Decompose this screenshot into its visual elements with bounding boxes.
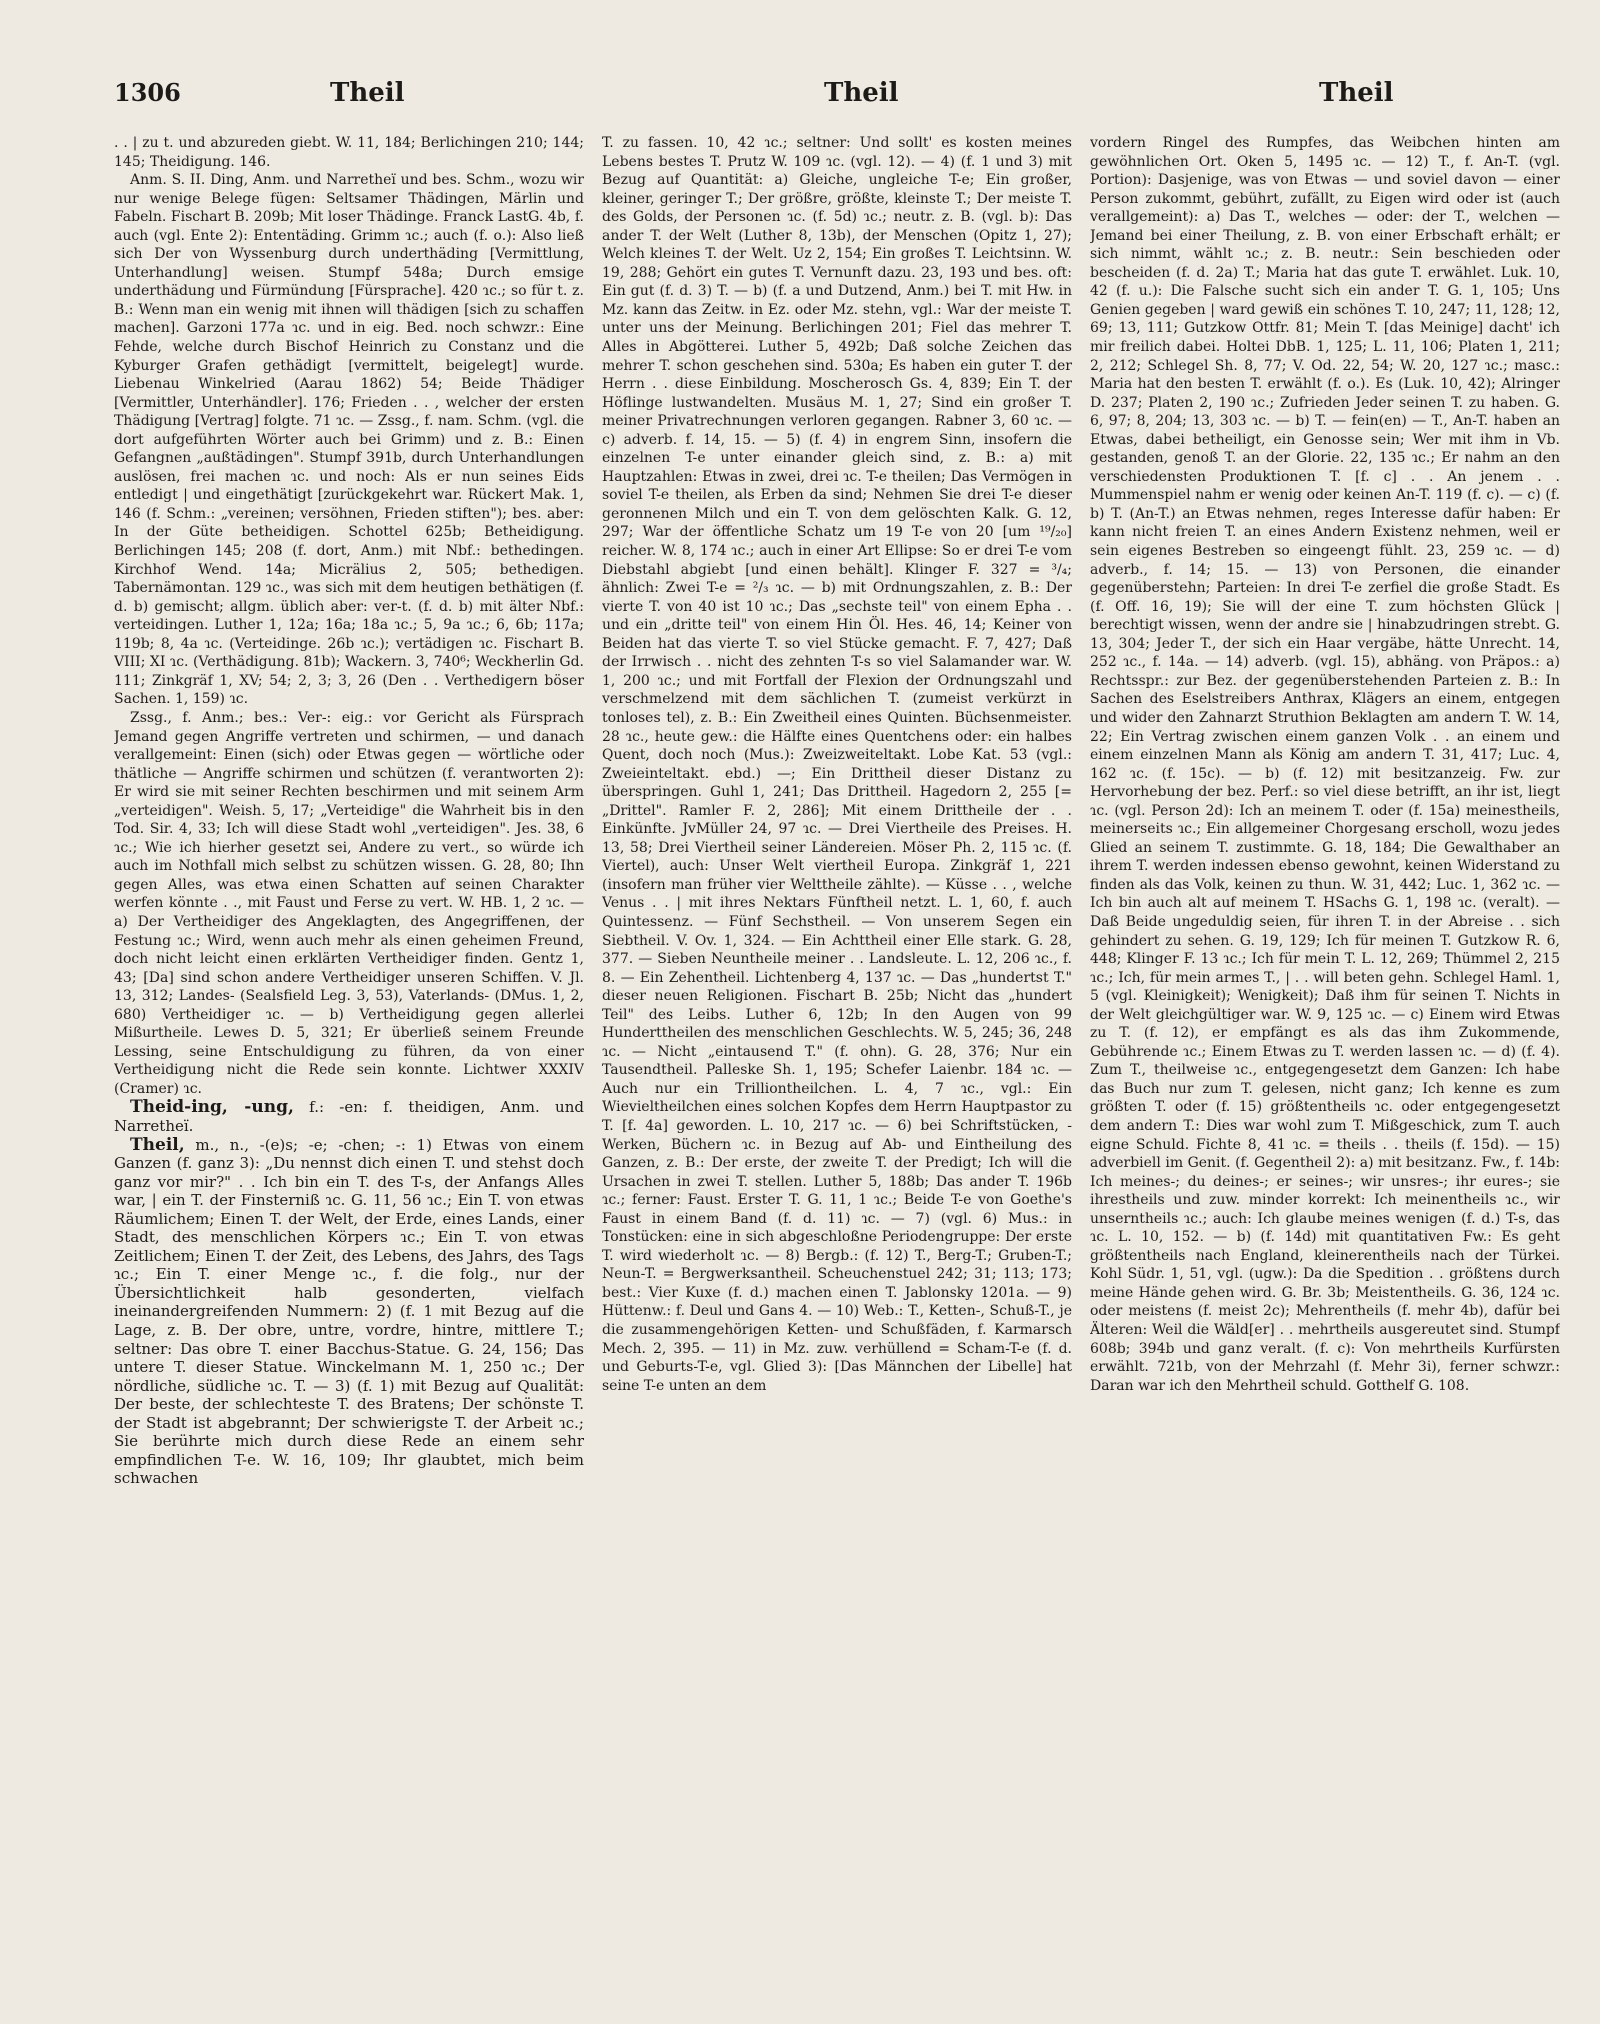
column-right (1090, 134, 1560, 1994)
paragraph-anm: Anm. S. II. Ding, Anm. und Narretheï und bes. Schm., wozu wir nur wenige Belege fügen: Seltsamer Thädingen, Märlin und Fabeln. Fischart B. 209b; Mit loser Thädinge. Franck LastG. 4b, f. auch (vgl. Ente 2): Ententäding. Grimm ɿc.; auch (f. o.): Also ließ sich Der von Wyssenburg durch underthäding [Vermittlung, Unterhandlung] weisen. Stumpf 548a; Durch emsige underthädung und Fürmündung [Fürsprache]. 420 ɿc.; so für t. z. B.: Wenn man ein wenig mit ihnen will thädigen [sich zu schaffen machen]. Garzoni 177a ɿc. und in eig. Bed. noch schwzr.: Eine Fehde, welche durch Bischof Heinrich zu Constanz und die Kyburger Grafen gethädigt [vermittelt, beigelegt] wurde. Liebenau Winkelried (Aarau 1862) 54; Beide Thädiger [Vermittler, Unterhändler]. 176; Frieden . . , welcher der ersten Thädigung [Vertrag] folgte. 71 ɿc. — Zssg., f. nam. Schm. (vgl. die dort aufgeführten Wörter auch bei Grimm) und z. B.: Einen Gefangnen „außtädingen". Stumpf 391b, durch Unterhandlungen auslösen, frei machen ɿc. und noch: Als er nun seines Eids entledigt | und eingethätigt [zurückgekehrt war. Rückert Mak. 1, 146 (f. Schm.: „vereinen; versöhnen, Frieden stiften"); bes. aber: In der Güte betheidigen. Schottel 625b; Betheidigung. Berlichingen 145; 208 (f. dort, Anm.) mit Nbf.: bethedingen. Kirchhof Wend. 14a; Micrälius 2, 505; bethedigen. Tabernämontan. 129 ɿc., was sich mit dem heutigen bethätigen (f. d. b) gemischt; allgm. üblich aber: ver-t. (f. d. b) mit älter Nbf.: verteidingen. Luther 1, 12a; 16a; 18a ɿc.; 5, 9a ɿc.; 6, 6b; 117a; 119b; 8, 4a ɿc. (Verteidinge. 26b ɿc.); vertädigen ɿc. Fischart B. VIII; XI ɿc. (Verthädigung. 81b); Wackern. 3, 740⁶; Weckherlin Gd. 111; Zinkgräf 1, XV; 54; 2, 3; 3, 26 (Den . . Verthedigern böser Sachen. 1, 159) ɿc. (114, 172, 584, 708)
entry-text: f.: -en: f. theidigen, Anm. und Narretheï. (114, 1098, 584, 1135)
paragraph-zssg: Zssg., f. Anm.; bes.: Ver-: eig.: vor Gericht als Fürsprach Jemand gegen Angriffe vertreten und schirmen, — und danach verallgemeint: Einen (sich) oder Etwas gegen — wörtliche oder thätliche — Angriffe schirmen und schützen (f. verantworten 2): Er wird sie mit seiner Rechten beschirmen und mit seinem Arm „verteidigen". Weish. 5, 17; „Verteidige" die Wahrheit bis in den Tod. Sir. 4, 33; Ich will diese Stadt wohl „verteidigen". Jes. 38, 6 ɿc.; Wie ich hierher gesetzt sei, Andere zu vert., so würde ich auch im Nothfall mich selbst zu schützen wissen. G. 28, 80; Ihn gegen Alles, was etwa einen Schatten auf seinen Charakter werfen könnte . ., mit Faust und Ferse zu vert. W. HB. 1, 2 ɿc. — a) Der Vertheidiger des Angeklagten, des Angegriffenen, der Festung ɿc.; Wird, wenn auch mehr als einen geheimen Freund, doch nicht leicht einen erklärten Vertheidiger finden. Gentz 1, 43; [Da] sind schon andere Vertheidiger unseren Schiffen. V. Jl. 13, 312; Landes- (Sealsfield Leg. 3, 53), Vaterlands- (DMus. 1, 2, 680) Vertheidiger ɿc. — b) Vertheidigung gegen allerlei Mißurtheile. Lewes D. 5, 321; Er überließ seinem Freunde Lessing, seine Entschuldigung zu führen, da von einer Vertheidigung nicht die Rede sein konnte. Lichtwer XXXIV (Cramer) ɿc. (114, 709, 584, 1097)
running-headword-center: Theil (824, 78, 899, 108)
running-headword-left: Theil (330, 78, 405, 108)
entry-headword: Theid-ing, -ung, (130, 1097, 294, 1118)
running-headword-right: Theil (1319, 78, 1394, 108)
entry-theiding (114, 1098, 584, 1135)
page-number: 1306 (114, 78, 181, 107)
paragraph: T. zu fassen. 10, 42 ɿc.; seltner: Und sollt' es kosten meines Lebens bestes T. Prutz W. 109 ɿc. (vgl. 12). — 4) (f. 1 und 3) mit Bezug auf Quantität: a) Gleiche, ungleiche T-e; Ein großer, kleiner, geringer T.; Der größre, größte, kleinste T.; Der meiste T. des Golds, der Personen ɿc. (f. 5d) ɿc.; neutr. z. B. (vgl. b): Das ander T. der Welt (Luther 8, 13b), der Menschen (Opitz 1, 27); Welch kleines T. der Welt. Uz 2, 154; Ein großes T. Leichtsinn. W. 19, 288; Gehört ein gutes T. Vernunft dazu. 23, 193 und bes. oft: Ein gut (f. d. 3) T. — b) (f. a und Dutzend, Anm.) bei T. mit Hw. in Mz. kann das Zeitw. in Ez. oder Mz. stehn, vgl.: War der meiste T. unter uns der Meinung. Berlichingen 201; Fiel das mehrer T. Alles in Abgötterei. Luther 5, 492b; Daß solche Zeichen das mehrer T. schon geschehen sind. 530a; Es haben ein guter T. der Herrn . . diese Einbildung. Moscherosch Gs. 4, 839; Ein T. der Höflinge lustwandelten. Musäus M. 1, 27; Sind ein großer T. meiner Privatrechnungen verloren gegangen. Rabner 3, 60 ɿc. — c) adverb. f. 14, 15. — 5) (f. 4) in engrem Sinn, insofern die einzelnen T-e unter einander gleich sind, z. B.: a) mit Hauptzahlen: Etwas in zwei, drei ɿc. T-e theilen; Das Vermögen in soviel T-e theilen, als Erben da sind; Nehmen Sie drei T-e dieser geronnenen Milch und ein T. von dem gelöschten Kalk. G. 12, 297; War der öffentliche Schatz um 19 T-e von 20 [um ¹⁹/₂₀] reicher. W. 8, 174 ɿc.; auch in einer Art Ellipse: So er drei T-e vom Diebstahl abgiebt [und einen behält]. Klinger F. 327 = ³/₄; ähnlich: Zwei T-e = ²/₃ ɿc. — b) mit Ordnungszahlen, z. B.: Der vierte T. von 40 ist 10 ɿc.; Das „sechste teil" von einem Epha . . und ein „dritte teil" von einem Hin Öl. Hes. 46, 14; Keiner von Beiden hat das vierte T. so viel Stücke gemacht. F. 7, 427; Daß der Irrwisch . . nicht des zehnten T-s so viel Salamander war. W. 1, 200 ɿc.; und mit Fortfall der Flexion der Ordnungszahl und verschmelzend mit dem sächlichen T. (zumeist verkürzt in tonloses tel), z. B.: Ein Zweitheil eines Quinten. Büchsenmeister. 28 ɿc., heute gew.: die Hälfte eines Quentchens oder: ein halbes Quent, doch noch (Mus.): Zweizweiteltakt. Lobe Kat. 53 (vgl.: Zweieinteltakt. ebd.) —; Ein Drittheil dieser Distanz zu überspringen. Guhl 1, 241; Das Drittheil. Hagedorn 2, 255 [= „Drittel". Ramler F. 2, 286]; Mit einem Drittheile der . . Einkünfte. JvMüller 24, 97 ɿc. — Drei Viertheile des Preises. H. 13, 58; Drei Viertheil seiner Ländereien. Möser Ph. 2, 115 ɿc. (f. Viertel), auch: Unser Welt viertheil Europa. Zinkgräf 1, 221 (insofern man früher vier Welttheile zählte). — Küsse . . , welche Venus . . | mit ihres Nektars Fünftheil netzt. L. 1, 60, f. auch Quintessenz. — Fünf Sechstheil. — Von unserem Segen ein Siebtheil. V. Ov. 1, 324. — Ein Achttheil einer Elle stark. G. 28, 377. — Sieben Neuntheile meiner . . Landsleute. L. 12, 206 ɿc., f. 8. — Ein Zehentheil. Lichtenberg 4, 137 ɿc. — Das „hundertst T." dieser neuen Religionen. Fischart B. 25b; Nicht das „hundert Teil" des Leibs. Luther 6, 12b; In den Augen von 99 Hunderttheilen des menschlichen Geschlechts. W. 5, 245; 36, 248 ɿc. — Nicht „eintausend T." (f. ohn). G. 28, 376; Nur ein Tausendtheil. Palleske Sh. 1, 195; Schefer Laienbr. 184 ɿc. — Auch nur ein Trilliontheilchen. L. 4, 7 ɿc., vgl.: Ein Wievieltheilchen eines solchen Kopfes dem Herrn Hauptpastor zu T. [f. 4a] geworden. L. 10, 217 ɿc. — 6) bei Schriftstücken, -Werken, Büchern ɿc. in Bezug auf Ab- und Eintheilung des Ganzen, z. B.: Der erste, der zweite T. der Predigt; Ich will die Ursachen in zwei T. stellen. Luther 5, 188b; Das ander T. 196b ɿc.; ferner: Faust. Erster T. G. 11, 1 ɿc.; Beide T-e von Goethe's Faust in einem Band (f. d. 11) ɿc. — 7) (vgl. 6) Mus.: in Tonstücken: eine in sich abgeschloßne Periodengruppe: Der erste T. wird wiederholt ɿc. — 8) Bergb.: (f. 12) T., Berg-T.; Gruben-T.; Neun-T. = Bergwerksantheil. Scheuchenstuel 242; 31; 113; 173; best.: Vier Kuxe (f. d.) machen einen T. Jablonsky 1201a. — 9) Hüttenw.: f. Deul und Gans 4. — 10) Web.: T., Ketten-, Schuß-T., je die zusammengehörigen Ketten- und Schußfäden, f. Karmarsch Mech. 2, 395. — 11) in Mz. zuw. verhüllend = Scham-T-e (f. d. und Geburts-T-e, vgl. Glied 3): [Das Männchen der Libelle] hat seine T-e unten an dem (602, 135, 1072, 1394)
entry-text: m., n., -(e)s; -e; -chen; -: 1) Etwas von einem Ganzen (f. ganz 3): „Du nennst dich einen T. und stehst doch ganz vor mir?" . . Ich bin ein T. des T-s, der Anfangs Alles war, | ein T. der Finsterniß ɿc. G. 11, 56 ɿc.; Ein T. von etwas Räumlichem; Einen T. der Welt, der Erde, eines Lands, einer Stadt, des menschlichen Körpers ɿc.; Ein T. von etwas Zeitlichem; Einen T. der Zeit, des Lebens, des Jahrs, des Tags ɿc.; Ein T. einer Menge ɿc., f. die folg., nur der Übersichtlichkeit halb gesonderten, vielfach ineinandergreifenden Nummern: 2) (f. 1 mit Bezug auf die Lage, z. B. Der obre, untre, vordre, hintre, mittlere T.; seltner: Das obre T. einer Bacchus-Statue. G. 24, 156; Das untere T. dieser Statue. Winckelmann M. 1, 250 ɿc.; Der nördliche, südliche ɿc. T. — 3) (f. 1) mit Bezug auf Qualität: Der beste, der schlechteste T. des Bratens; Der schönste T. der Stadt ist abgebrannt; Der schwierigste T. der Arbeit ɿc.; Sie berührte mich durch diese Rede an einem sehr empfindlichen T-e. W. 16, 109; Ihr glaubtet, mich beim schwachen (114, 1135, 584, 1488)
paragraph: vordern Ringel des Rumpfes, das Weibchen hinten am gewöhnlichen Ort. Oken 5, 1495 ɿc. — 12) T., f. An-T. (vgl. Portion): Dasjenige, was von Etwas — und soviel davon — einer Person zukommt, gebührt, zufällt, zu Eigen wird oder ist (auch verallgemeint): a) Das T., welches — oder: der T., welchen — Jemand bei einer Theilung, z. B. von einer Erbschaft erhält; er sich nimmt, wählt ɿc.; z. B. neutr.: Sein beschieden oder bescheiden (f. d. 2a) T.; Maria hat das gute T. erwählet. Luk. 10, 42 (f. u.): Die Falsche sucht sich ein ander T. G. 1, 105; Uns Genien gegeben | ward gewiß ein schönes T. 10, 247; 11, 128; 12, 69; 13, 111; Gutzkow Ottfr. 81; Mein T. [das Meinige] dacht' ich mir freilich dabei. Holtei DbB. 1, 125; L. 11, 106; Platen 1, 211; 2, 212; Schlegel Sh. 8, 77; V. Od. 22, 54; W. 20, 127 ɿc.; masc.: Maria hat den besten T. erwählt (f. o.). Es (Luk. 10, 42); Alringer D. 237; Platen 2, 190 ɿc.; Zufrieden Jeder seinen T. zu haben. G. 6, 97; 8, 204; 13, 303 ɿc. — b) T. — fein(en) — T., An-T. haben an Etwas, dabei betheiligt, ein Genosse sein; Wer mit ihm in Vb. gestanden, genoß T. an der Glorie. 22, 135 ɿc.; Er nahm an den verschiedensten Produktionen T. [f. c] . . An jenem . . Mummenspiel nahm er wenig oder keinen An-T. 119 (f. c). — c) (f. b) T. (An-T.) an Etwas nehmen, reges Interesse dafür haben: Er kann nicht freien T. an eines Andern Existenz nehmen, weil er sein eigenes Bestreben so eingeengt fühlt. 23, 259 ɿc. — d) adverb., f. 14; 15. — 13) von Personen, die einander gegenüberstehn; Parteien: In drei T-e zerfiel die große Stadt. Es (f. Off. 16, 19); Sie will der eine T. zum höchsten Glück | berechtigt wissen, wenn der andre sie | hinabzudringen strebt. G. 13, 304; Jeder T., der sich ein Haar vergäbe, hätte Unrecht. 14, 252 ɿc., f. 14a. — 14) adverb. (vgl. 15), abhäng. von Präpos.: a) Rechtsspr.: zur Bez. der gegenüberstehenden Parteien z. B.: In Sachen des Eselstreibers Anthrax, Klägers an einem, entgegen und wider den Zahnarzt Struthion Beklagten am andern T. W. 14, 22; Ein Vertrag zwischen einem ganzen Volk . . an einem und einem einzelnen Mann als König am andern T. 31, 417; Luc. 4, 162 ɿc. (f. 15c). — b) (f. 12) mit besitzanzeig. Fw. zur Hervorhebung der bez. Perf.: so viel diese betrifft, an ihr ist, liegt ɿc. (vgl. Person 2d): Ich an meinem T. oder (f. 15a) meinestheils, meinerseits ɿc.; Ein allgemeiner Chorgesang erscholl, wozu jedes Glied an seinem T. zustimmte. G. 18, 184; Die Gewalthaber an ihrem T. werden indessen ebenso gewohnt, keinen Widerstand zu finden als das Volk, keinen zu thun. W. 31, 442; Luc. 1, 362 ɿc. — Ich bin auch alt auf meinem T. HSachs G. 1, 198 ɿc. (veralt). — Daß Beide ungeduldig seien, für ihren T. in der Abreise . . sich gehindert zu sehen. G. 19, 129; Ich für meinen T. Gutzkow R. 6, 448; Klinger F. 13 ɿc.; Ich für mein T. L. 12, 269; Thümmel 2, 215 ɿc.; Ich, für mein armes T., | . . will beten gehn. Schlegel Haml. 1, 5 (vgl. Kleinigkeit); Wenigkeit); Daß ihm für seinen T. Nichts in der Welt gleichgültiger war. W. 9, 125 ɿc. — c) Einem wird Etwas zu T. (f. 12), er empfängt es als das ihm Zukommende, Gebührende ɿc.; Einem Etwas zu T. werden lassen ɿc. — d) (f. 4). Zum T., theilweise ɿc., entgegengesetzt dem Ganzen: Ich habe das Buch nur zum T. gelesen, nicht ganz; Ich kenne es zum größten T. oder (f. 15) größtentheils ɿc. oder entgegengesetzt dem andern T.: Dies war wohl zum T. Mißgeschick, zum T. auch eigne Schuld. Fichte 8, 41 ɿc. = theils . . theils (f. 15d). — 15) adverbiell im Genit. (f. Gegentheil 2): a) mit besitzanz. Fw., f. 14b: Ich meines-; du deines-; er seines-; wir unsres-; ihr eures-; sie ihrestheils und zuw. minder korrekt: Ich meinentheils ɿc., wir unserntheils ɿc.; auch: Ich glaube meines wenigen (f. d.) T-s, das ɿc. L. 10, 152. — b) (f. 14d) mit quantitativen Fw.: Es geht größtentheils nach England, kleinerentheils nach der Türkei. Kohl Südr. 1, 51, vgl. (ugw.): Da die Spedition . . größtens durch meine Hände gehen wird. G. Br. 3b; Meistentheils. G. 36, 124 ɿc. oder meistens (f. meist 2c); Mehrentheils (f. mehr 4b), dafür bei Älteren: Weil die Wäld[er] . . mehrtheils ausgereutet sind. Stumpf 608b; 394b und ganz veralt. (f. c): Von mehrtheils Kurfürsten erwählt. 721b, von der Mehrzahl (f. Mehr 3i), ferner schwzr.: Daran war ich den Mehrtheil schuld. Gotthelf G. 108. (1090, 135, 1560, 1394)
paragraph: . . | zu t. und abzureden giebt. W. 11, 184; Berlichingen 210; 144; 145; Theidigung. 146. (114, 135, 584, 170)
page-header (114, 72, 1559, 112)
column-middle (602, 134, 1072, 1994)
entry-theil (114, 1136, 584, 1488)
entry-headword: Theil, (130, 1134, 185, 1155)
column-left (114, 134, 584, 1994)
